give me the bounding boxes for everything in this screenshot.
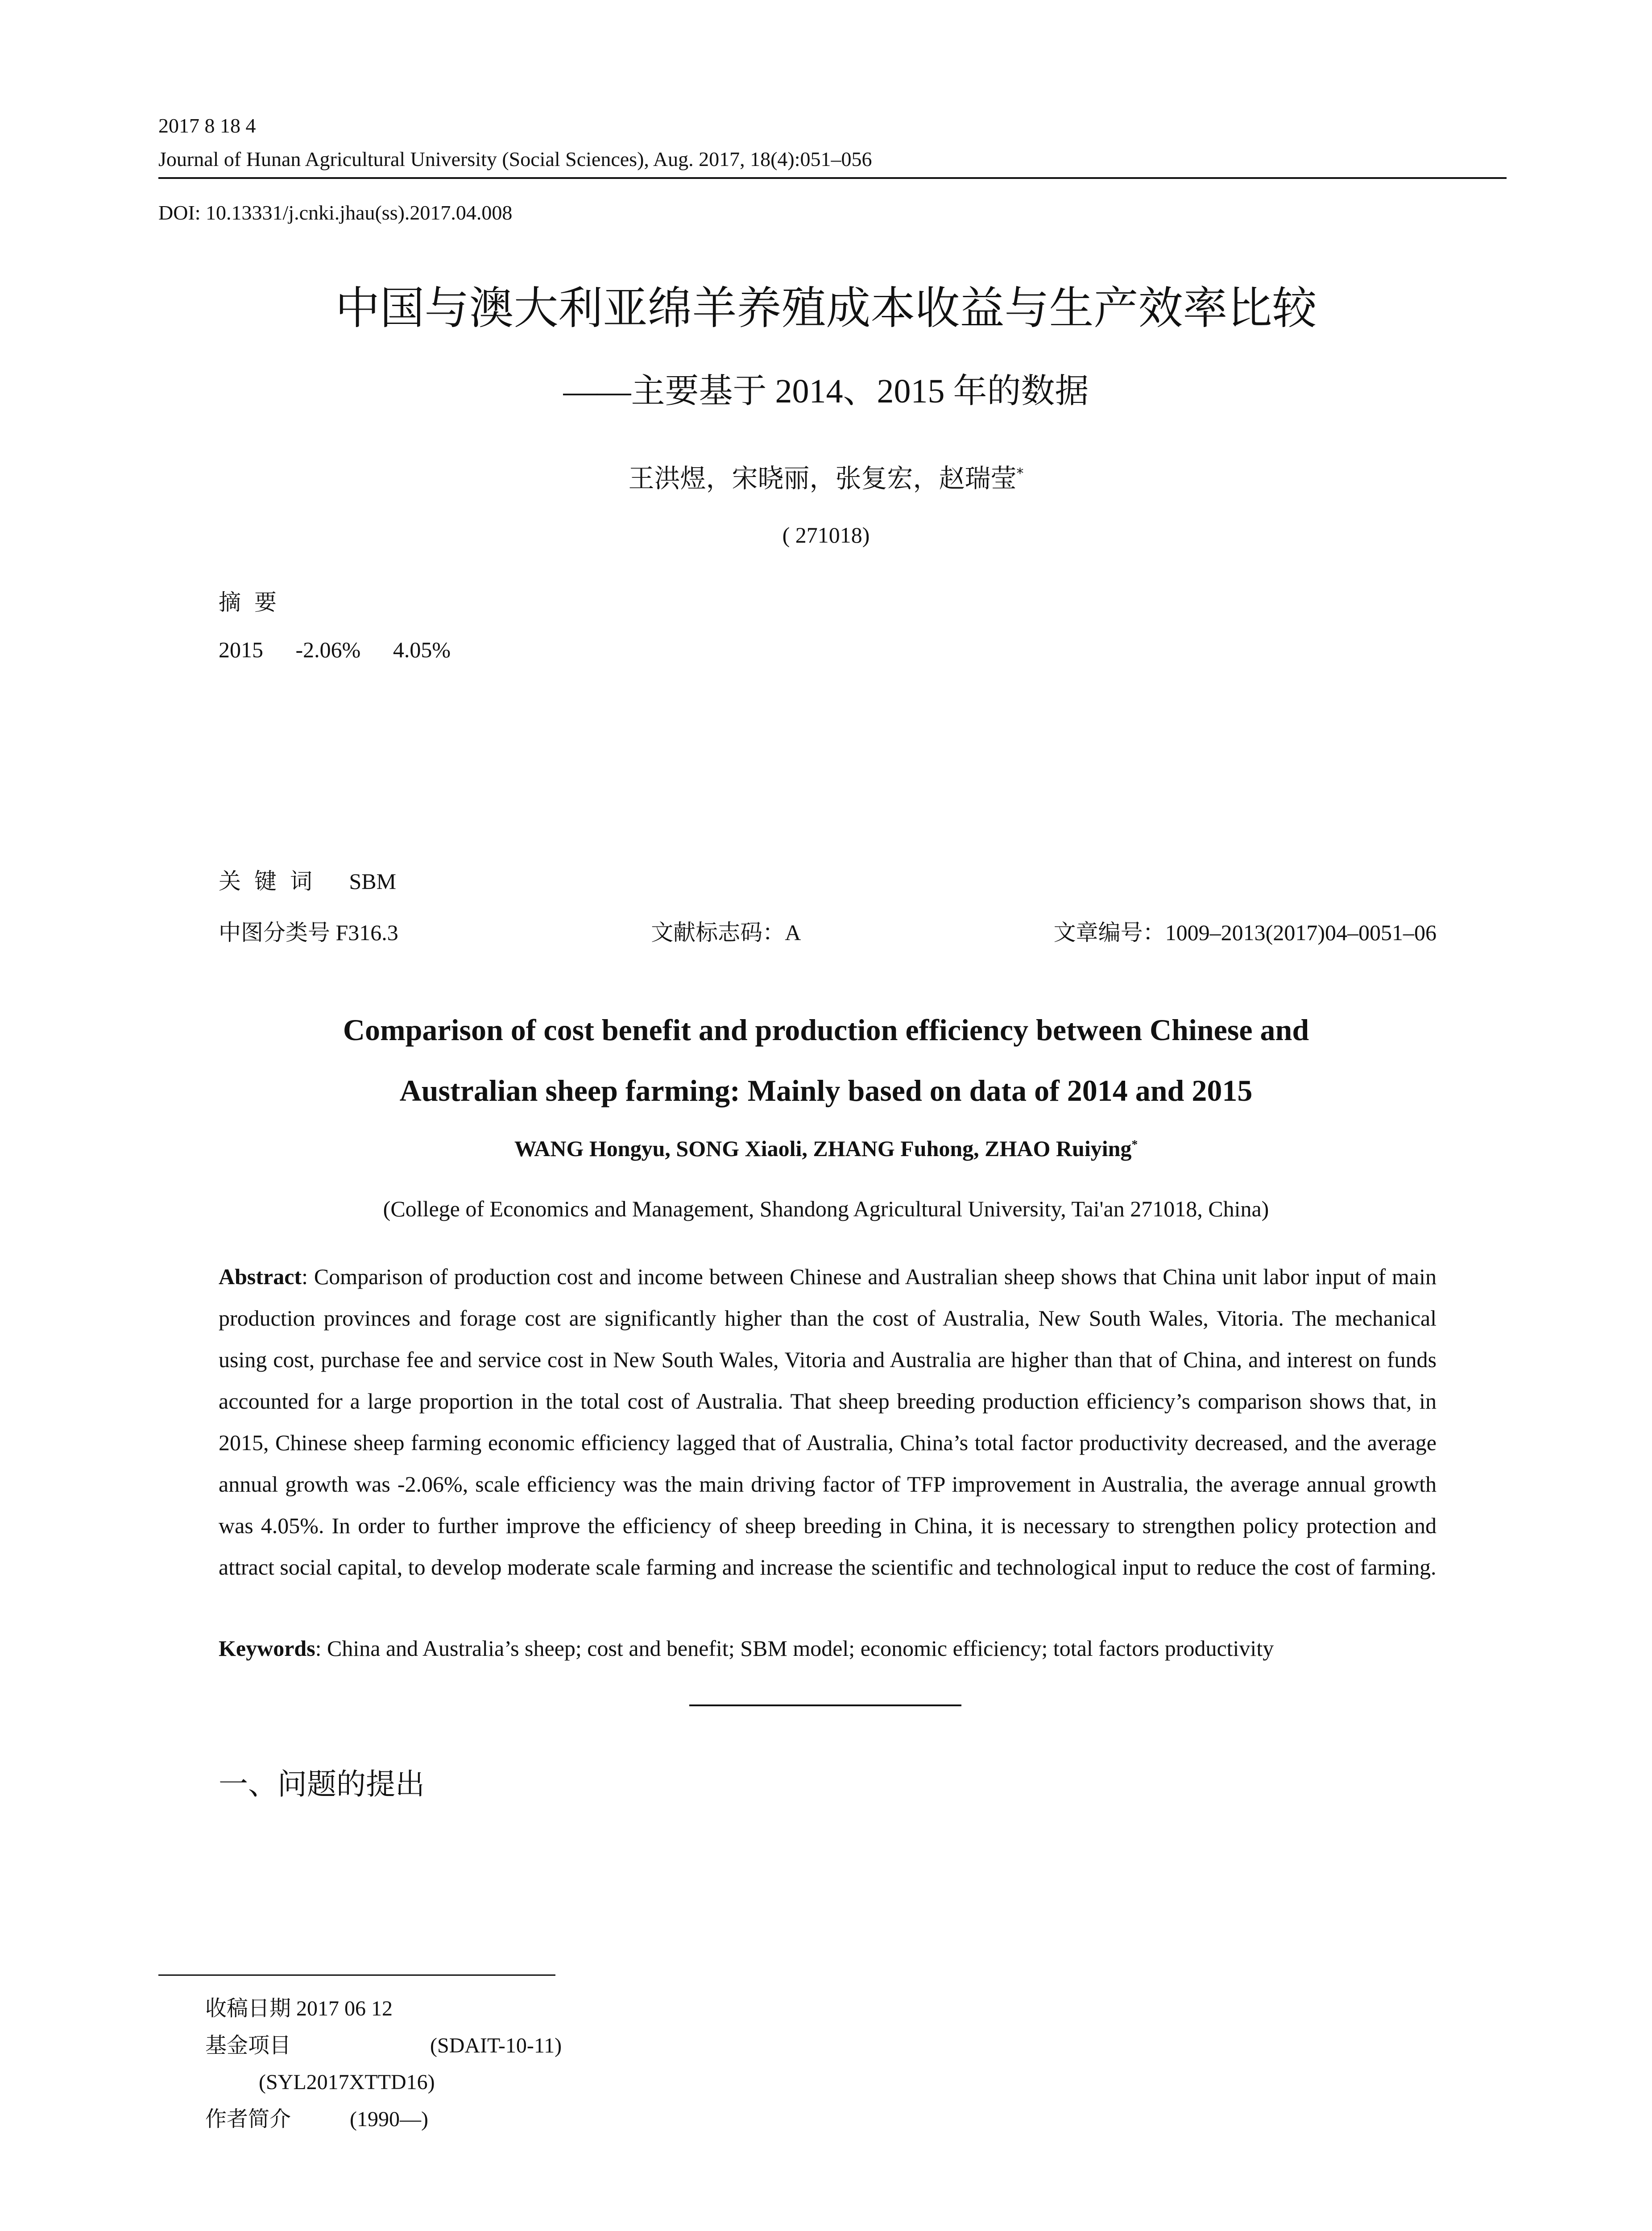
fund-line-2 — [205, 2064, 821, 2101]
doc-code-field — [651, 915, 801, 947]
title-en: Comparison of cost benefit and production efficiency between Chinese and Australian sheep farming: Mainly based on data of 2014 and 2015 — [343, 1013, 1309, 1107]
journal-header-en: Journal of Hunan Agricultural University (Social Sciences), Aug. 2017, 18(4):051–056 — [158, 148, 872, 170]
fund-value-1: (SDAIT-10-11) — [430, 2034, 562, 2057]
keywords-cn-label: 关键词 — [219, 868, 326, 894]
doc-code-value: A — [785, 920, 801, 945]
fund-line — [205, 2027, 821, 2064]
abstract-cn-value: -2.06% — [295, 637, 361, 662]
keywords-en-label: Keywords — [219, 1636, 315, 1661]
authors-cn — [0, 457, 1652, 495]
fund-value-2: (SYL2017XTTD16) — [259, 2070, 435, 2094]
footnote-rule — [158, 1974, 555, 1976]
fund-label: 基金项目 — [205, 2033, 291, 2058]
article-no-field — [1054, 915, 1437, 947]
received-line — [205, 1990, 821, 2027]
abstract-en-text: : Comparison of production cost and income between Chinese and Australian sheep shows that China unit labor input of main production provinces and forage cost are significantly higher than the cost of Australia, New South Wales, Vitoria. The mechanical using cost, purchase fee and service cost in New South Wales, Vitoria and Australia are higher than that of China, and interest on funds accounted for a large proportion in the total cost of Australia. That sheep breeding production efficiency’s comparison shows that, in 2015, Chinese sheep farming economic efficiency lagged that of Australia, China’s total factor productivity decreased, and the average annual growth was -2.06%, scale efficiency was the main driving factor of TFP improvement in Australia, the average annual growth was 4.05%. In order to further improve the efficiency of sheep breeding in China, it is necessary to strengthen policy protection and attract social capital, to develop moderate scale farming and increase the scientific and technological input to reduce the cost of farming. — [219, 1264, 1437, 1580]
clc-value: F316.3 — [335, 920, 398, 945]
classification-line — [219, 915, 1437, 947]
keywords-cn-value: SBM — [349, 869, 397, 894]
corresponding-author-mark: * — [1016, 464, 1024, 482]
journal-header-cn: 2017 8 18 4 — [158, 114, 256, 137]
section-1-heading: 一、问题的提出 — [219, 1767, 425, 1801]
abstract-cn-legible-values — [219, 629, 1437, 670]
author-bio-line — [205, 2101, 821, 2138]
clc-label: 中图分类号 — [219, 920, 330, 945]
subtitle-cn: ——主要基于 2014、2015 年的数据 — [563, 373, 1089, 410]
affiliation-en: (College of Economics and Management, Shandong Agricultural University, Tai'an 271018, China) — [383, 1196, 1269, 1221]
author-bio-value: (1990—) — [350, 2107, 428, 2131]
header-rule — [158, 177, 1507, 179]
abstract-cn-value: 2015 — [219, 637, 263, 662]
title-cn: 中国与澳大利亚绵羊养殖成本收益与生产效率比较 — [335, 282, 1317, 334]
clc-field — [219, 915, 398, 947]
footnote — [205, 1990, 821, 2138]
article-no-label: 文章编号： — [1053, 920, 1165, 945]
authors-en — [0, 1136, 1652, 1161]
abstract-en-label: Abstract — [219, 1264, 302, 1289]
affiliation-cn: ( 271018) — [782, 523, 870, 547]
abstract-cn-value: 4.05% — [393, 637, 451, 662]
received-value: 2017 06 12 — [296, 1997, 393, 2020]
authors-en-names: WANG Hongyu, SONG Xiaoli, ZHANG Fuhong, ZHAO Ruiying — [514, 1136, 1132, 1161]
keywords-cn — [219, 863, 396, 896]
article-no-value: 1009–2013(2017)04–0051–06 — [1165, 920, 1437, 945]
abstract-en — [219, 1256, 1437, 1588]
section-divider — [689, 1704, 961, 1706]
abstract-cn-label: 摘要 — [219, 589, 290, 615]
doi: DOI: 10.13331/j.cnki.jhau(ss).2017.04.008 — [158, 201, 513, 224]
doc-code-label: 文献标志码： — [651, 920, 785, 945]
keywords-en-text: : China and Australia’s sheep; cost and benefit; SBM model; economic efficiency; total factors productivity — [315, 1636, 1274, 1661]
authors-cn-names: 王洪煜，宋晓丽，张复宏，赵瑞莹 — [628, 463, 1017, 493]
abstract-cn — [219, 585, 1437, 670]
author-bio-label: 作者简介 — [205, 2107, 291, 2131]
corresponding-author-mark-en: * — [1131, 1137, 1138, 1151]
received-label: 收稿日期 — [205, 1996, 291, 2021]
keywords-en — [219, 1635, 1437, 1661]
